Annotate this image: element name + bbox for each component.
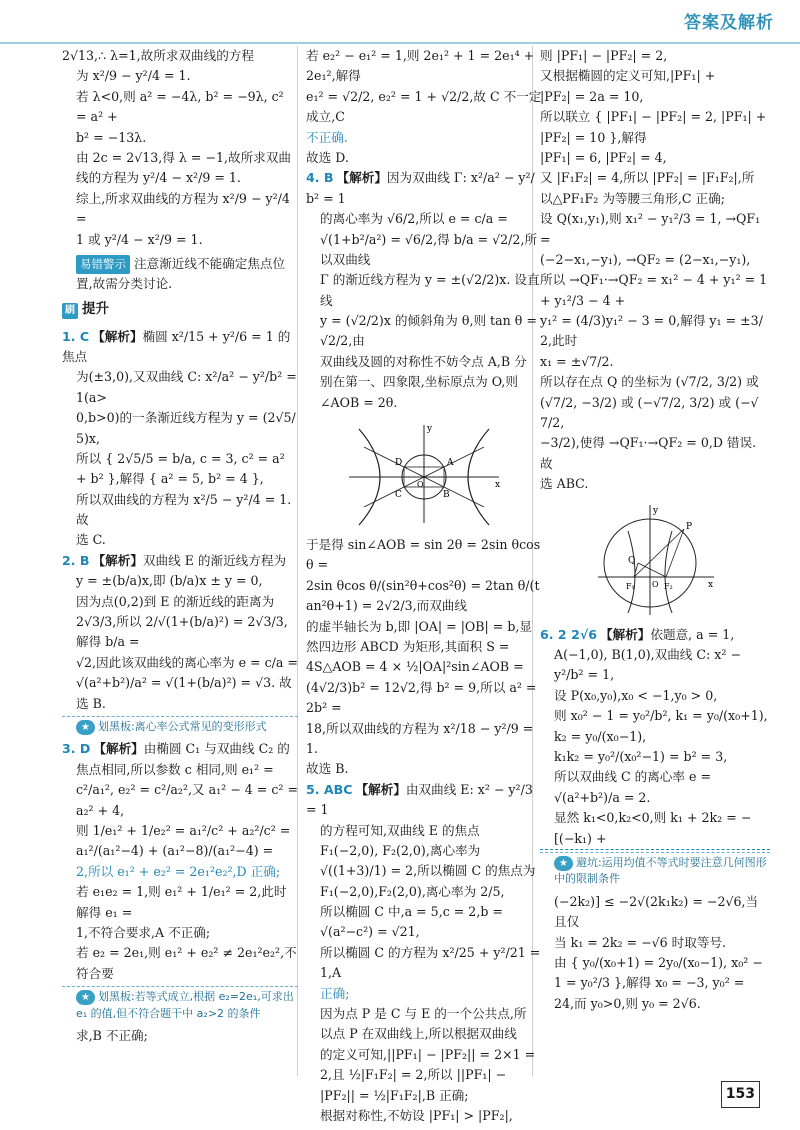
text-line: (4√2/3)b² = 12√2,得 b² = 9,所以 a² = 2b² = [306,679,537,716]
text-line: e₁² = √2/2, e₂² = 1 + √2/2,故 C 不一定成立,C [306,88,542,125]
text-line: k₁k₂ = y₀²/(x₀²−1) = b² = 3, [554,748,728,764]
page-header [684,10,774,40]
text-line: 的离心率为 √6/2,所以 e = c/a = [320,211,508,227]
text-line: √((1+3)/1) = 2,所以椭圆 C 的焦点为 [320,863,536,879]
text-line: 又 |F₁F₂| = 4,所以 |PF₂| = |F₁F₂|,所 [540,170,755,186]
text-line: 双曲线 E 的渐近线方程为 [142,552,287,568]
fig-label: A [447,458,454,469]
text-line: x₁ = ±√7/2. [540,353,614,369]
text-line: √2,因此该双曲线的离心率为 e = c/a = [76,654,298,670]
note-text: 划黑板:若等式成立,根据 e₂=2e₁,可求出 e₁ 的值,但不符合题干中 a₂>2 的条件 [76,990,294,1020]
text-line: 0,b>0)的一条渐近线方程为 y = (2√5/5)x, [76,410,296,446]
question-number: 1. C [62,328,90,344]
text-line: 根据对称性,不妨设 |PF₁| > |PF₂|, [320,1107,513,1123]
text-line: c²/a₁², e₂² = c²/a₂²,又 a₁² − 4 = c² = a₂² + 4, [76,782,299,818]
text-line: 由 { y₀/(x₀+1) = 2y₀/(x₀−1), x₀² − 1 = y₀²/3 },解得 x₀ = −3, y₀² = [554,955,763,991]
segment-pf2 [666,529,684,577]
pitfall-note [540,852,770,888]
text-line: 线的方程为 y²/4 − x²/9 = 1. [76,170,241,186]
pin-icon: ★ [76,990,95,1005]
hyperbola-left-branch [628,531,635,613]
segment-qf2 [638,563,666,577]
hyperbola-right-branch [665,531,672,613]
text-line: 又根据椭圆的定义可知,|PF₁| + [540,68,716,84]
text-line: 若 e₁e₂ = 1,则 e₁² + 1/e₁² = 2,此时解得 e₁ = [76,884,287,920]
text-line: 然四边形 ABCD 为矩形,其面积 S = [306,638,510,654]
text-line: 选 C. [76,532,106,548]
fig-label: D [395,458,403,469]
fig-label: y [653,505,659,516]
text-line: 的虚半轴长为 b,即 |OA| = |OB| = b,显 [306,618,532,634]
text-line: y = (√2/2)x 的倾斜角为 θ,则 tan θ = √2/2,由 [320,313,537,349]
header-title: 答案及解析 [684,13,774,33]
text-line: 因为点 P 是 C 与 E 的一个公共点,所 [320,1006,527,1022]
text-line: √(a²+b²)/a = 2. [554,789,651,805]
text-line: 求,B 不正确; [76,1028,148,1044]
fig-label: x [708,579,714,590]
text-line: 则 x₀² − 1 = y₀²/b², k₁ = y₀/(x₀+1), k₂ = y₀/(x₀−1), [554,708,768,744]
pin-icon: ★ [554,856,573,871]
text-line: 为(±3,0),又双曲线 C: x²/a² − y²/b² = 1(a> [76,369,297,405]
text-line: Γ 的渐近线方程为 y = ±(√2/2)x. 设直线 [320,272,540,308]
text-line: 综上,所求双曲线的方程为 x²/9 − y²/4 = [76,190,290,227]
fig-label: P [686,521,693,532]
text-line: 于是得 sin∠AOB = sin 2θ = 2sin θcos θ = [306,537,541,573]
text-line: (−2−x₁,−y₁), →QF₂ = (2−x₁,−y₁), [540,251,751,267]
text-line: 1 或 y²/4 − x²/9 = 1. [76,231,203,247]
text-line: |PF₂| = 2a = 10, [540,88,644,104]
text-line: 24,而 y₀>0,则 y₀ = 2√6. [554,995,701,1011]
analysis-tag: 【解析】 [355,781,406,797]
text-line: 18,所以双曲线的方程为 x²/18 − y²/9 = 1. [306,720,534,756]
text-line: (√7/2, −3/2) 或 (−√7/2, 3/2) 或 (−√7/2, [540,394,759,431]
text-line: 为 x²/9 − y²/4 = 1. [76,68,191,84]
text-line: b² = −13λ. [76,129,147,145]
text-line: 若 λ<0,则 a² = −4λ, b² = −9λ, c² = a² + [76,88,284,125]
warning-text: 注意渐近线不能确定焦点位置,故需分类讨论. [76,255,286,292]
text-line: √(a²−c²) = √21, [320,924,420,940]
question-number: 6. 2 2√6 [540,626,598,642]
text-line: 以点 P 在双曲线上,所以根据双曲线 [320,1026,517,1042]
text-line: y²/b² = 1, [554,667,615,683]
text-line: 2√3/3,所以 2/√(1+(b/a)²) = 2√3/3,解得 b/a = [76,614,288,650]
question-number: 2. B [62,552,90,568]
text-line: F₁(−2,0), F₂(2,0),离心率为 [320,842,481,858]
note-text: 划黑板:离心率公式常见的变形形式 [97,719,267,733]
text-line: 2√13,∴ λ=1,故所求双曲线的方程 [62,48,254,63]
text-line: 显然 k₁<0,k₂<0,则 k₁ + 2k₂ = −[(−k₁) + [540,808,770,850]
text-line: 所以双曲线的方程为 x²/5 − y²/4 = 1. 故 [76,491,292,528]
analysis-tag: 【解析】 [93,741,144,757]
text-line: 由 2c = 2√13,得 λ = −1,故所求双曲 [76,149,291,165]
text-line: 由双曲线 E: x² − y²/3 = 1 [306,781,533,818]
text-line: √(a²+b²)/a² = √(1+(b/a)²) = √3. 故选 B. [76,675,292,711]
text-line: 所以联立 { |PF₁| − |PF₂| = 2, |PF₁| + |PF₂| = 10 },解得 [540,109,767,145]
fig-label: x [495,480,501,491]
text-line: 所以椭圆 C 中,a = 5,c = 2,b = [320,904,503,920]
fig-label: Q [628,555,636,566]
text-line: 以△PF₁F₂ 为等腰三角形,C 正确; [540,190,725,206]
page-number: 153 [721,1081,760,1108]
text-line: 1,不符合要求,A 不正确; [76,924,211,940]
text-line: 双曲线及圆的对称性不妨令点 A,B 分 [320,353,527,369]
text-line: 故选 D. [306,149,349,165]
question-number: 3. D [62,741,91,757]
note-text: 避坑:运用均值不等式时要注意几何图形中的限制条件 [554,855,767,886]
text-line: y = ±(b/a)x,即 (b/a)x ± y = 0, [76,573,263,589]
text-line: 若 e₂ = 2e₁,则 e₁² + e₂² ≠ 2e₁²e₂²,不符合要 [76,945,297,981]
text-line: 焦点相同,所以参数 c 相同,则 e₁² = [76,761,274,777]
text-line: 当 k₁ = 2k₂ = −√6 时取等号. [554,934,727,950]
text-line: 因为双曲线 Γ: x²/a² − y²/b² = 1 [306,170,535,206]
text-line: 依题意, a = 1, [650,626,735,642]
text-line: (−2k₂)] ≤ −2√(2k₁k₂) = −2√6,当且仅 [554,893,759,930]
text-line: 2,所以 e₁² + e₂² = 2e₁²e₂²,D 正确; [76,863,281,879]
text-line: 所以 →QF₁·→QF₂ = x₁² − 4 + y₁² = 1 + y₁²/3 − 4 + [540,272,768,308]
question-number: 5. ABC [306,781,353,797]
text-line: 故选 B. [306,761,349,777]
section-title: 提升 [82,300,109,317]
text-line: 由椭圆 C₁ 与双曲线 C₂ 的 [143,741,290,757]
hyperbola-circle-figure [339,419,509,529]
analysis-tag: 【解析】 [92,552,143,568]
text-line: 则 1/e₁² + 1/e₂² = a₁²/c² + a₂²/c² = a₁²/(a₁²−4) + (a₁²−8)/(a₁²−4) = [76,823,291,859]
text-line: 4S△AOB = 4 × ½|OA|²sin∠AOB = [306,659,524,675]
text-line: 所以存在点 Q 的坐标为 (√7/2, 3/2) 或 [540,374,759,390]
question-number: 4. B [306,170,334,186]
fig-label: F₁ [626,581,635,591]
text-line: A(−1,0), B(1,0),双曲线 C: x² − [554,646,741,662]
text-line: 设 P(x₀,y₀),x₀ < −1,y₀ > 0, [554,687,718,703]
text-line: 所以椭圆 C 的方程为 x²/25 + y²/21 = 1,A [320,944,541,981]
text-line: −3/2),使得 →QF₁·→QF₂ = 0,D 错误. 故 [540,435,757,471]
text-line: |PF₂|| = ½|F₁F₂|,B 正确; [320,1087,469,1103]
warning-box [62,254,298,295]
text-line: 2,且 ½|F₁F₂| = 2,所以 ||PF₁| − [320,1067,507,1083]
header-rule [0,42,800,44]
blackboard-note [62,716,298,736]
text-line: 别在第一、四象限,坐标原点为 O,则 [320,374,518,390]
text-line: |PF₁| = 6, |PF₂| = 4, [540,149,667,165]
ellipse-hyperbola-figure [590,501,720,619]
fig-label: B [443,490,450,501]
text-line: 则 |PF₁| − |PF₂| = 2, [540,48,668,63]
text-line: 不正确. [306,129,348,145]
column-2 [306,46,542,1126]
pin-icon: ★ [76,720,95,735]
text-line: 正确; [320,985,350,1001]
blackboard-note [62,986,298,1022]
text-line: 设 Q(x₁,y₁),则 x₁² − y₁²/3 = 1, →QF₁ = [540,211,761,247]
fig-label: C [395,490,402,501]
column-1 [62,46,298,1047]
text-line: 若 e₂² − e₁² = 1,则 2e₁² + 1 = 2e₁⁴ + 2e₁²,解得 [306,48,535,84]
text-line: 所以 { 2√5/5 = b/a, c = 3, c² = a² + b² },解得 { a² = 5, b² = 4 }, [76,450,285,487]
fig-label: O [417,480,424,490]
text-line: 的定义可知,||PF₁| − |PF₂|| = 2×1 = [320,1046,536,1062]
column-3 [540,46,770,1014]
fig-label: F₂ [664,581,673,591]
analysis-tag: 【解析】 [92,328,143,344]
text-line: 椭圆 x²/15 + y²/6 = 1 的焦点 [62,328,291,364]
fig-label: O [652,579,659,589]
text-line: ∠AOB = 2θ. [320,394,398,410]
section-icon: 刷 [62,303,78,319]
text-line: 因为点(0,2)到 E 的渐近线的距离为 [76,593,275,609]
segment-pf1 [634,529,684,577]
text-line: 的方程可知,双曲线 E 的焦点 [320,822,480,838]
section-heading [62,299,298,321]
warning-label: 易错警示 [76,255,130,274]
analysis-tag: 【解析】 [600,626,651,642]
text-line: y₁² = (4/3)y₁² − 3 = 0,解得 y₁ = ±3/2,此时 [540,313,763,349]
analysis-tag: 【解析】 [336,170,387,186]
fig-label: y [427,424,433,435]
text-line: √(1+b²/a²) = √6/2,得 b/a = √2/2,所以双曲线 [320,231,538,267]
text-line: F₁(−2,0),F₂(2,0),离心率为 2/5, [320,883,505,899]
text-line: 选 ABC. [540,476,589,492]
text-line: 2sin θcos θ/(sin²θ+cos²θ) = 2tan θ/(tan²θ+1) = 2√2/3,而双曲线 [306,577,540,614]
text-line: 所以双曲线 C 的离心率 e = [554,769,711,785]
